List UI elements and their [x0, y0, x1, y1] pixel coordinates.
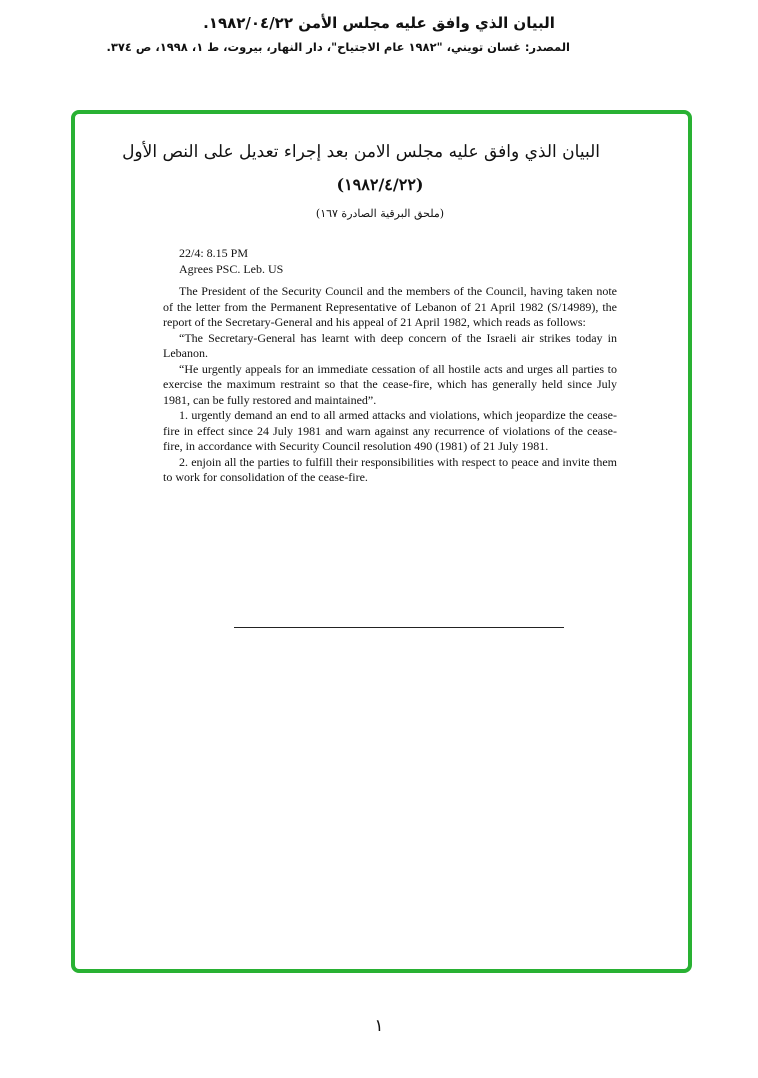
body-paragraph: “He urgently appeals for an immediate cessation of all hostile acts and urges all parties to exercise the maximum restraint so that the cease-fire, which has generally held since July 1981, can be fully restored and maintained”. [163, 361, 617, 407]
body-paragraph: The President of the Security Council and the members of the Council, having taken note of the letter from the Permanent Representative of Lebanon of 21 April 1982 (S/14989), the report of the Secretary-General and his appeal of 21 April 1982, which reads as follows: [163, 284, 617, 329]
document-body [163, 284, 617, 486]
page-header-source: المصدر: غسان تويني، "١٩٨٢ عام الاجتياح"، دار النهار، بيروت، ط ١، ١٩٩٨، ص ٣٧٤. [106, 40, 570, 54]
section-divider [234, 627, 564, 628]
body-paragraph: 1. urgently demand an end to all armed attacks and violations, which jeopardize the cease-fire in effect since 24 July 1981 and warn against any recurrence of violations of the cease-fire, in accordance with Security Council resolution 490 (1981) of 21 July 1981. [163, 408, 617, 453]
document-title: البيان الذي وافق عليه مجلس الامن بعد إجراء تعديل على النص الأول [122, 142, 600, 162]
page-header-title: البيان الذي وافق عليه مجلس الأمن ١٩٨٢/٠٤/٢٢. [203, 14, 555, 32]
document-frame [71, 110, 692, 973]
page-number: ١ [374, 1016, 384, 1036]
body-paragraph: “The Secretary-General has learnt with deep concern of the Israeli air strikes today in Lebanon. [163, 330, 617, 360]
document-meta-agreement: Agrees PSC. Leb. US [179, 262, 284, 276]
document-date: (١٩٨٢/٤/٢٢) [336, 175, 424, 194]
body-paragraph: 2. enjoin all the parties to fulfill their responsibilities with respect to peace and invite them to work for consolidation of the cease-fire. [163, 454, 617, 484]
document-meta-time: 22/4: 8.15 PM [179, 246, 249, 260]
document-annex: (ملحق البرقية الصادرة ١٦٧) [315, 207, 445, 220]
